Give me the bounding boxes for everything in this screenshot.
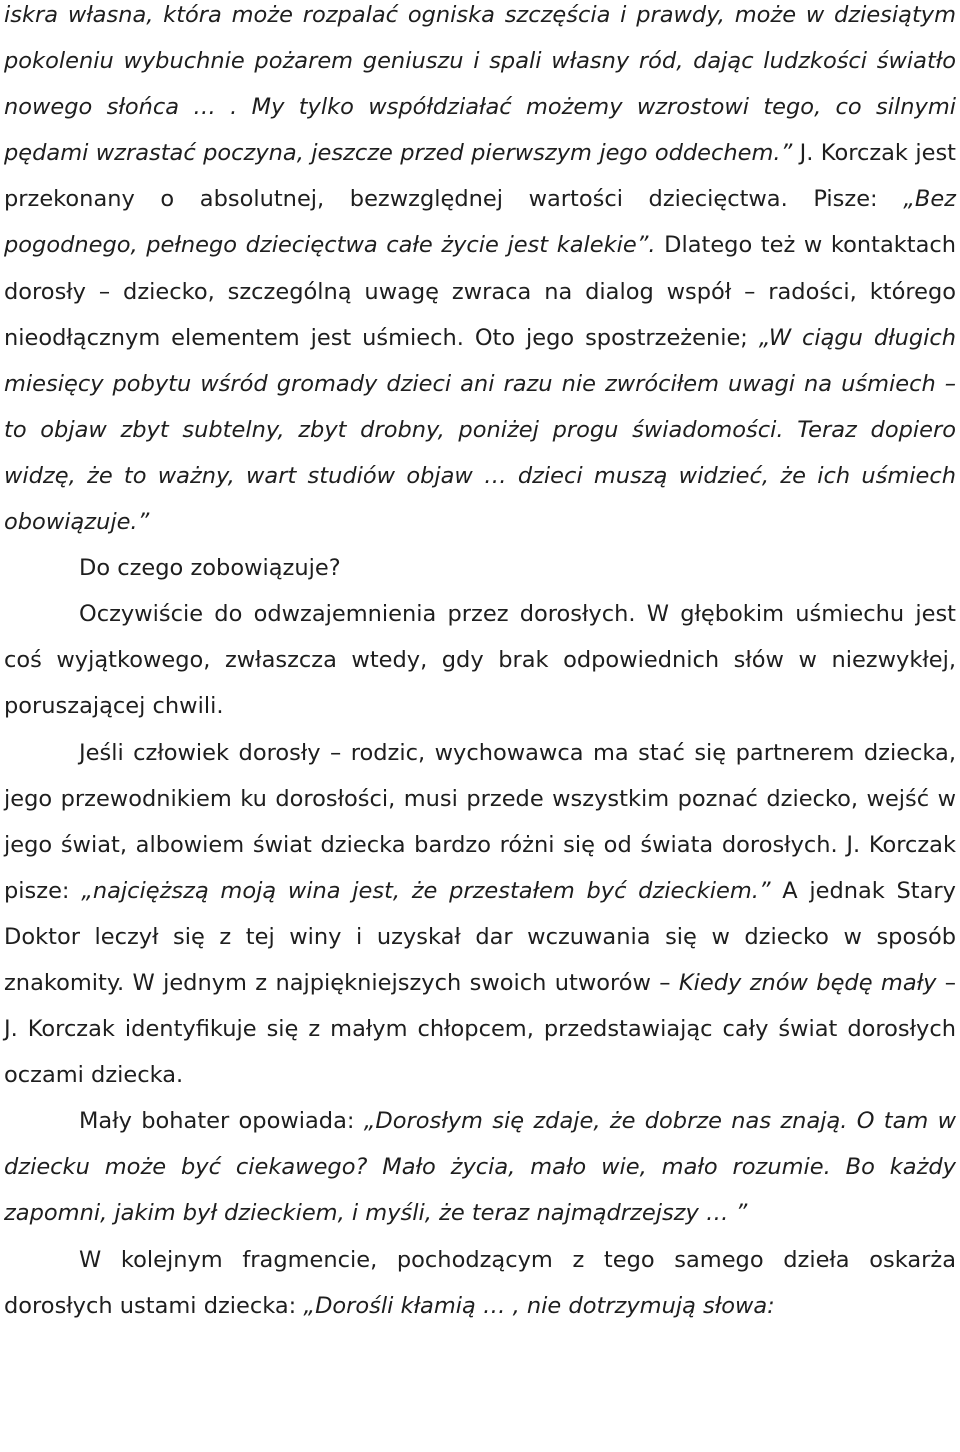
paragraph-odwzajemnienie: Oczywiście do odwzajemnienia przez dorosłych. W głębokim uśmiechu jest coś wyjątkowego, zwłaszcza wtedy, gdy brak odpowiednich słów w niezwykłej, poruszającej chwili.: [4, 601, 956, 720]
paragraph-kolejny-fragment: [4, 1237, 956, 1329]
text-dialog-wspol-radosci: Dlatego też w kontaktach dorosły – dziecko, szczególną uwagę zwraca na dialog współ – radości, którego nieodłącznym elementem jest uśmiech. Oto jego spostrzeżenie;: [4, 232, 957, 351]
paragraph-question: Do czego zobowiązuje?: [79, 555, 341, 582]
quote-dorosli-znaja: „Dorosłym się zdaje, że dobrze nas znają. O tam w dziecku może być ciekawego? Mało życia, mało wie, mało rozumie. Bo każdy zapomni, jakim był dzieckiem, i myśli, że teraz najmądrzejszy … ”: [4, 1108, 956, 1227]
quote-dorosli-klamia: „Dorośli kłamią … , nie dotrzymują słowa:: [303, 1292, 775, 1319]
paragraph-maly-bohater: [4, 1098, 956, 1236]
text-korczak-intro: J. Korczak jest przekonany o absolutnej, bezwzględnej wartości dziecięctwa. Pisze:: [4, 140, 956, 213]
text-czlowiek-dorosly: Jeśli człowiek dorosły – rodzic, wychowawca ma stać się partnerem dziecka, jego przewodnikiem ku dorosłości, musi przede wszystkim poznać dziecko, wejść w jego świat, albowiem świat dziecka bardzo różni się od świata dorosłych. J. Korczak pisze:: [4, 739, 956, 904]
text-stary-doktor: A jednak Stary Doktor leczył się z tej winy i uzyskał dar wczuwania się w dziecko w sposób znakomity. W jednym z najpiękniejszych swoich utworów –: [4, 877, 956, 996]
quote-dziecinstwo: „Bez pogodnego, pełnego dziecięctwa całe życie jest kalekie”.: [4, 186, 956, 259]
paragraph-continued-quote: [4, 0, 956, 545]
text-maly-bohater: Mały bohater opowiada:: [79, 1108, 364, 1135]
text-identyfikuje: – J. Korczak identyfikuje się z małym chłopcem, przedstawiając cały świat dorosłych oczami dziecka.: [4, 969, 956, 1089]
quote-wina: „najcięższą moją wina jest, że przestałem być dzieckiem.”: [81, 877, 771, 904]
text-kolejny-fragment: W kolejnym fragmencie, pochodzącym z tego samego dzieła oskarża dorosłych ustami dziecka:: [4, 1246, 956, 1319]
quote-iskra: iskra własna, która może rozpalać ogniska szczęścia i prawdy, może w dziesiątym pokoleniu wybuchnie pożarem geniuszu i spali własny ród, dając ludzkości światło nowego słońca … . My tylko współdziałać możemy wzrostowi tego, co silnymi pędami wzrastać poczyna, jeszcze przed pierwszym jego oddechem.”: [4, 2, 956, 167]
quote-usmiech: „W ciągu długich miesięcy pobytu wśród gromady dzieci ani razu nie zwróciłem uwagi na uśmiech – to objaw zbyt subtelny, zbyt drobny, poniżej progu świadomości. Teraz dopiero widzę, że to ważny, wart studiów objaw … dzieci muszą widzieć, że ich uśmiech obowiązuje.”: [4, 324, 956, 536]
document-page: [4, 0, 956, 1329]
paragraph-partner-dziecka: [4, 730, 956, 1099]
book-title: Kiedy znów będę mały: [678, 969, 937, 996]
